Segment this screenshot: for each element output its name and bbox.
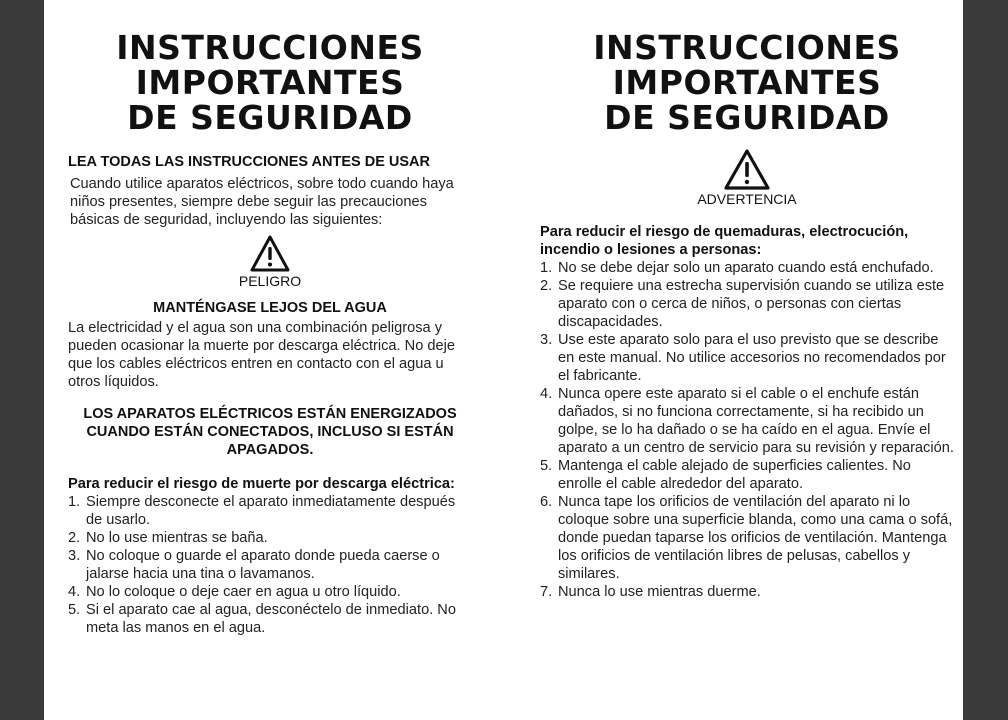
title-line: DE SEGURIDAD [127,98,413,137]
energized-heading: LOS APARATOS ELÉCTRICOS ESTÁN ENERGIZADOS CUANDO ESTÁN CONECTADOS, INCLUSO SI ESTÁN APAGADOS. [83,406,457,458]
list-item: 5. Mantenga el cable alejado de superficies calientes. No enrolle el cable alrededor del aparato. [540,458,911,492]
list-item: 1. Siempre desconecte el aparato inmediatamente después de usarlo. [68,494,456,528]
list-item: 2. Se requiere una estrecha supervisión cuando se utiliza este aparato con o cerca de niños, o personas con ciertas discapacidades. [540,278,945,330]
intro-text: Cuando utilice aparatos eléctricos, sobre todo cuando haya niños presentes, siempre debe seguir las precauciones básicas de seguridad, incluyendo las siguientes: [70,176,454,228]
warning-triangle-icon [250,235,290,273]
risk-lead: Para reducir el riesgo de muerte por descarga eléctrica: [68,476,455,492]
title-line: IMPORTANTES [135,63,405,102]
document-page [44,0,963,720]
risk-lead: Para reducir el riesgo de quemaduras, electrocución, incendio o lesiones a personas: [540,224,909,258]
left-safety-list [68,493,472,637]
danger-block [68,235,472,289]
water-text: La electricidad y el agua son una combinación peligrosa y pueden ocasionar la muerte por descarga eléctrica. No deje que los cables eléctricos entren en contacto con el agua u otros líquidos. [68,320,455,390]
left-title [68,30,472,135]
list-item: 1. No se debe dejar solo un aparato cuando está enchufado. [540,260,934,276]
warning-block [540,149,954,207]
title-line: INSTRUCCIONES [593,28,901,67]
title-line: INSTRUCCIONES [116,28,424,67]
read-all-heading: LEA TODAS LAS INSTRUCCIONES ANTES DE USAR [68,154,430,170]
list-item: 4. Nunca opere este aparato si el cable o el enchufe están dañados, si no funciona correctamente, si ha recibido un golpe, se lo ha dañado o se ha caído en el agua. Envíe el aparato a un centro de servicio para su revisión y reparación. [540,386,954,456]
warning-triangle-icon [724,149,770,191]
list-item: 7. Nunca lo use mientras duerme. [540,584,761,600]
list-item: 4. No lo coloque o deje caer en agua u otro líquido. [68,584,401,600]
title-line: DE SEGURIDAD [604,98,890,137]
list-item: 3. Use este aparato solo para el uso previsto que se describe en este manual. No utilice accesorios no recomendados por el fabricante. [540,332,946,384]
left-column [68,0,472,637]
danger-label: PELIGRO [238,273,302,289]
right-title [540,30,954,135]
right-safety-list [540,259,954,601]
warning-label: ADVERTENCIA [697,191,797,207]
water-heading: MANTÉNGASE LEJOS DEL AGUA [153,300,387,316]
list-item: 6. Nunca tape los orificios de ventilación del aparato ni lo coloque sobre una superficie blanda, como una cama o sofá, donde puedan taparse los orificios de ventilación. Mantenga los orificios de ventilación libres de pelusas, cabellos y similares. [540,494,953,582]
list-item: 3. No coloque o guarde el aparato donde pueda caerse o jalarse hacia una tina o lavamanos. [68,548,440,582]
right-column [540,0,954,601]
list-item: 5. Si el aparato cae al agua, desconéctelo de inmediato. No meta las manos en el agua. [68,602,456,636]
title-line: IMPORTANTES [612,63,882,102]
list-item: 2. No lo use mientras se baña. [68,530,268,546]
